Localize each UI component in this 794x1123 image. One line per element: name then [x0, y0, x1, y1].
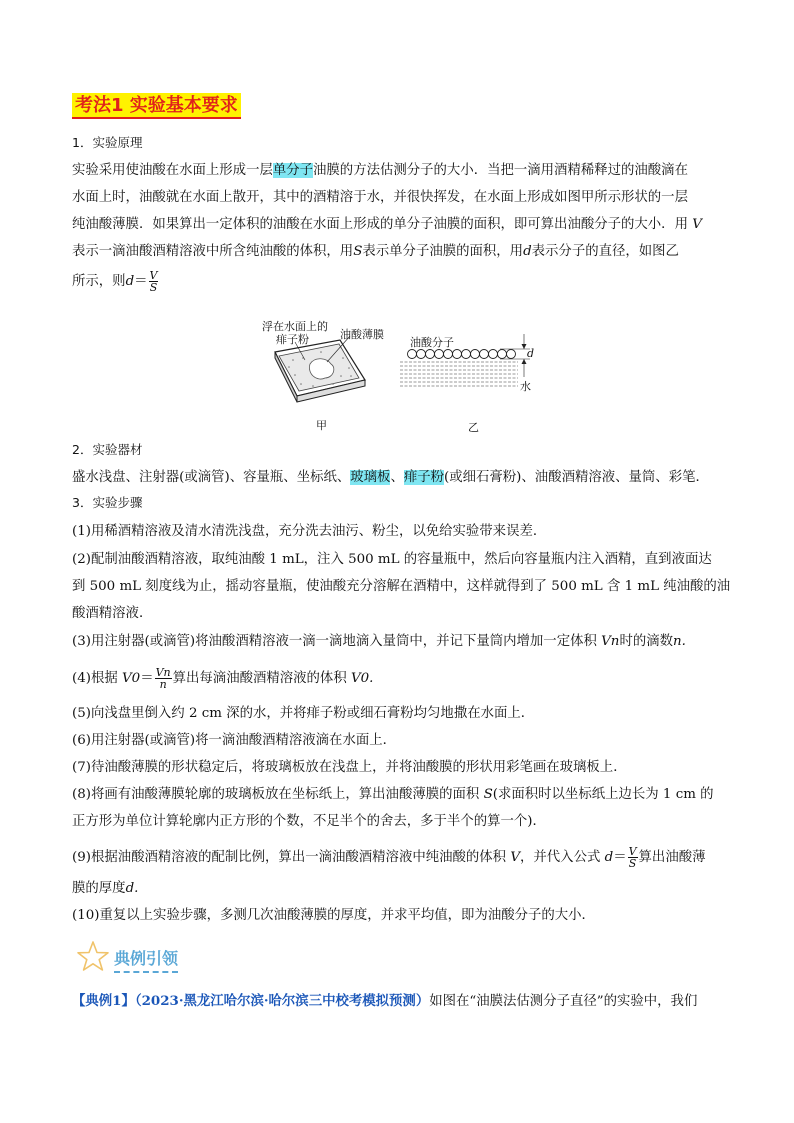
step-9-line-1: (9)根据油酸酒精溶液的配制比例，算出一滴油酸酒精溶液中纯油酸的体积 V，并代入公式 d＝ $\frac{V}{S}$ 算出油酸薄 [72, 845, 706, 870]
equipment-list: 盛水浅盘、注射器(或滴管)、容量瓶、坐标纸、玻璃板、痱子粉(或细石膏粉)、油酸酒精溶液、量筒、彩笔． [72, 470, 709, 485]
label-powder-1: 浮在水面上的 [262, 320, 328, 333]
formula-d-fraction: $\frac{V}{S}$ [628, 845, 637, 870]
label-water: 水 [520, 380, 531, 393]
heading-equipment: 2．实验器材 [72, 442, 143, 457]
step-6: (6)用注射器(或滴管)将一滴油酸酒精溶液滴在水面上． [72, 733, 397, 748]
principle-line-3: 纯油酸薄膜．如果算出一定体积的油酸在水面上形成的单分子油膜的面积，即可算出油酸分子的大小．用 V [72, 217, 702, 232]
caption-jia: 甲 [316, 419, 327, 432]
example-source: （2023·黑龙江哈尔滨·哈尔滨三中校考模拟预测） [134, 993, 430, 1009]
step-4: (4)根据 V0＝ $\frac{Vn}{n}$ 算出每滴油酸酒精溶液的体积 V0. [72, 666, 374, 691]
highlight-powder: 痱子粉 [403, 470, 444, 485]
step-7: (7)待油酸薄膜的形状稳定后，将玻璃板放在浅盘上，并将油酸膜的形状用彩笔画在玻璃板上． [72, 760, 627, 775]
example-line [72, 990, 697, 1009]
label-powder-2: 痱子粉 [276, 333, 309, 346]
heading-steps: 3．实验步骤 [72, 495, 143, 510]
step-9-line-2: 膜的厚度d. [72, 881, 139, 896]
step-5: (5)向浅盘里倒入约 2 cm 深的水，并将痱子粉或细石膏粉均匀地撒在水面上． [72, 706, 535, 721]
example-tag: 【典例1】 [72, 993, 135, 1009]
step-1: (1)用稀酒精溶液及清水清洗浅盘，充分洗去油污、粉尘，以免给实验带来误差． [72, 524, 547, 539]
example-text: 如图在“油膜法估测分子直径”的实验中，我们 [429, 994, 698, 1009]
step-8-line-2: 正方形为单位计算轮廓内正方形的个数，不足半个的舍去，多于半个的算一个)． [72, 814, 546, 829]
label-oil-molecule: 油酸分子 [410, 336, 454, 349]
principle-line-5: 所示，则d＝ $\frac{V}{S}$ [72, 269, 158, 294]
formula-v0-fraction: $\frac{Vn}{n}$ [155, 666, 171, 691]
step-8-line-1: (8)将画有油酸薄膜轮廓的玻璃板放在坐标纸上，算出油酸薄膜的面积 S(求面积时以坐标纸上边长为 1 cm 的 [72, 787, 714, 802]
formula-fraction: $\frac{V}{S}$ [149, 269, 158, 294]
label-d: d [527, 347, 535, 360]
step-2-line-3: 酸酒精溶液． [72, 606, 153, 621]
highlight-glass-plate: 玻璃板 [350, 470, 391, 485]
principle-line-1: 实验采用使油酸在水面上形成一层单分子油膜的方法估测分子的大小．当把一滴用酒精稀释过的油酸滴在 [72, 163, 688, 178]
step-2-line-1: (2)配制油酸酒精溶液，取纯油酸 1 mL，注入 500 mL 的容量瓶中，然后向容量瓶内注入酒精，直到液面达 [72, 552, 712, 567]
page-title: 考法1 实验基本要求 [72, 93, 241, 119]
star-icon [76, 940, 110, 972]
section-example-header [76, 940, 276, 974]
principle-line-2: 水面上时，油酸就在水面上散开，其中的酒精溶于水，并很快挥发，在水面上形成如图甲所示形状的一层 [72, 190, 688, 205]
label-oil-film: 油酸薄膜 [340, 328, 384, 341]
step-10: (10)重复以上实验步骤，多测几次油酸薄膜的厚度，并求平均值，即为油酸分子的大小． [72, 908, 595, 923]
section-label: 典例引领 [114, 946, 178, 973]
caption-yi: 乙 [468, 421, 479, 434]
heading-principle: 1．实验原理 [72, 135, 143, 150]
principle-line-4: 表示一滴油酸酒精溶液中所含纯油酸的体积，用S表示单分子油膜的面积，用d表示分子的直径，如图乙 [72, 244, 679, 259]
step-2-line-2: 到 500 mL 刻度线为止，摇动容量瓶，使油酸充分溶解在酒精中，这样就得到了 500 mL 含 1 mL 纯油酸的油 [72, 579, 731, 594]
step-3: (3)用注射器(或滴管)将油酸酒精溶液一滴一滴地滴入量筒中，并记下量筒内增加一定体积 Vn时的滴数n. [72, 634, 686, 649]
highlight-monolayer: 单分子 [272, 163, 314, 178]
